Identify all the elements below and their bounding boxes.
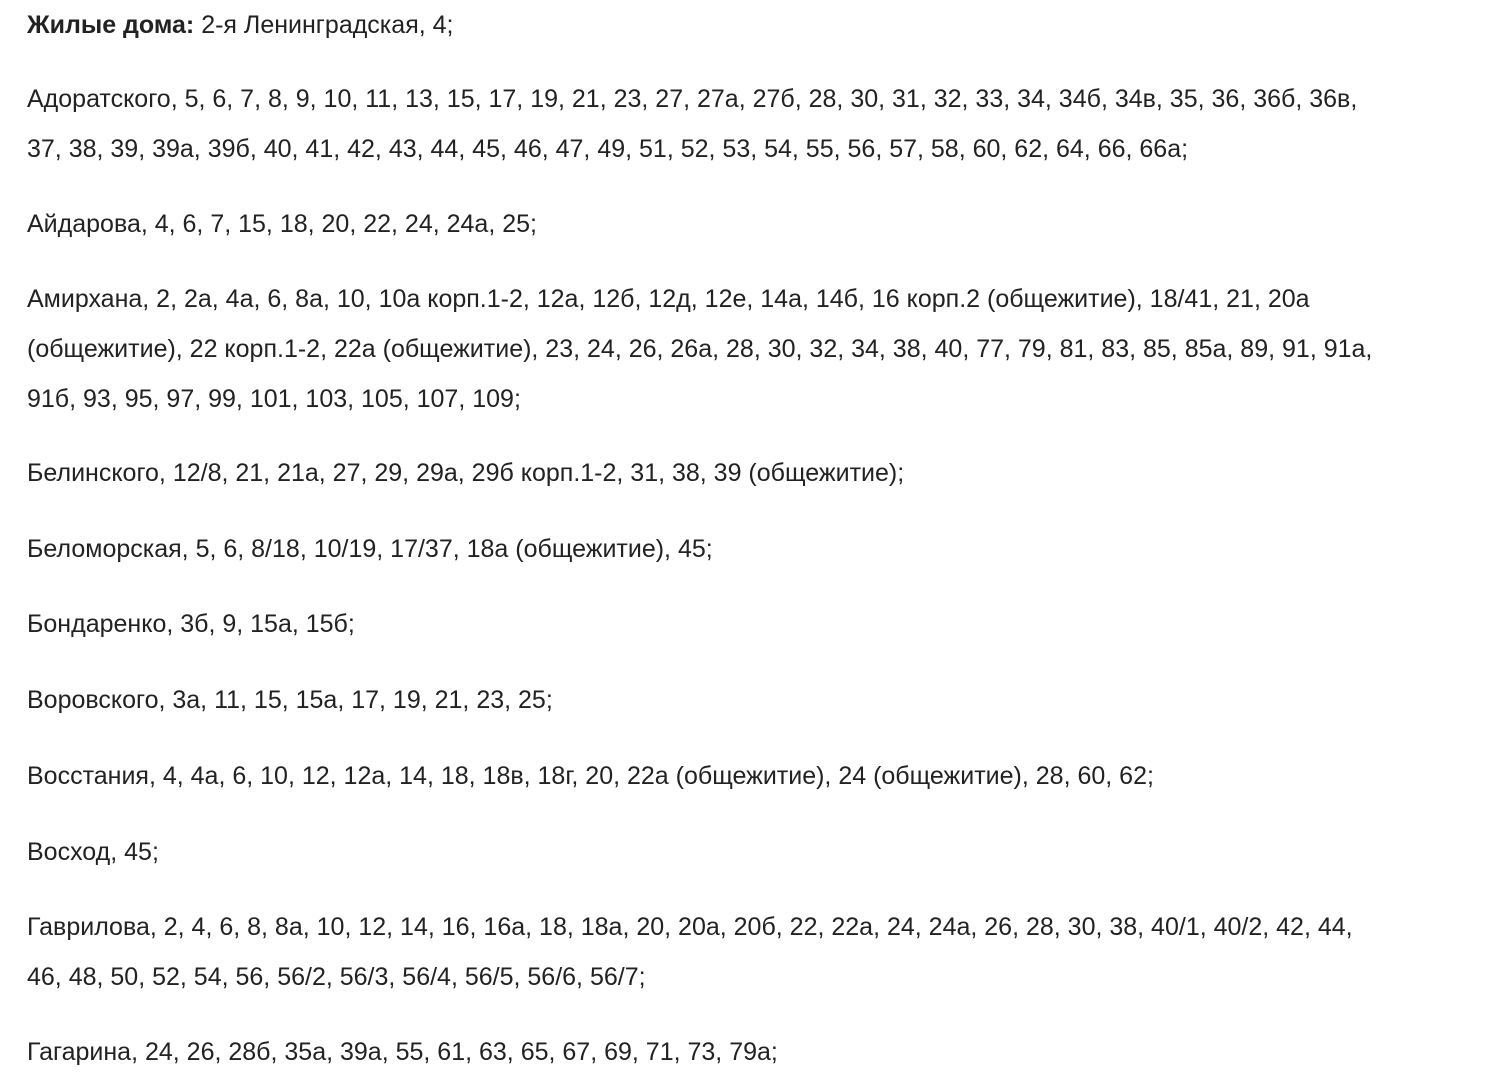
intro-paragraph [27,0,1377,50]
address-paragraph-gavrilova: Гаврилова, 2, 4, 6, 8, 8а, 10, 12, 14, 16, 16а, 18, 18а, 20, 20а, 20б, 22, 22а, 24, 24а, 26, 28, 30, 38, 40/1, 40/2, 42, 44, 46, 48, 50, 52, 54, 56, 56/2, 56/3, 56/4, 56/5, 56/6, 56/7; [27,913,1353,991]
address-paragraph-aidarova: Айдарова, 4, 6, 7, 15, 18, 20, 22, 24, 24а, 25; [27,210,537,238]
address-paragraph-belomorskaya: Беломорская, 5, 6, 8/18, 10/19, 17/37, 18а (общежитие), 45; [27,535,713,563]
address-paragraph-belinskogo: Белинского, 12/8, 21, 21а, 27, 29, 29а, 29б корп.1-2, 31, 38, 39 (общежитие); [27,459,905,487]
address-paragraph-vorovskogo: Воровского, 3а, 11, 15, 15а, 17, 19, 21, 23, 25; [27,686,553,714]
intro-label: Жилые дома: [27,11,195,39]
address-paragraph-vosstaniya: Восстания, 4, 4а, 6, 10, 12, 12а, 14, 18, 18в, 18г, 20, 22а (общежитие), 24 (общежитие), 28, 60, 62; [27,762,1154,790]
intro-text: 2-я Ленинградская, 4; [194,11,454,39]
address-paragraph-bondarenko: Бондаренко, 3б, 9, 15а, 15б; [27,610,355,638]
address-paragraph-amirkhana: Амирхана, 2, 2а, 4а, 6, 8а, 10, 10а корп.1-2, 12а, 12б, 12д, 12е, 14а, 14б, 16 корп.2 (общежитие), 18/41, 21, 20а (общежитие), 22 корп.1-2, 22а (общежитие), 23, 24, 26, 26а, 28, 30, 32, 34, 38, 40, 77, 79, 81, 83, 85, 85а, 89, 91, 91а, 91б, 93, 95, 97, 99, 101, 103, 105, 107, 109; [27,285,1373,413]
address-paragraph-voskhod: Восход, 45; [27,838,159,866]
address-paragraph-adoratskogo: Адоратского, 5, 6, 7, 8, 9, 10, 11, 13, 15, 17, 19, 21, 23, 27, 27а, 27б, 28, 30, 31, 32, 33, 34, 34б, 34в, 35, 36, 36б, 36в, 37, 38, 39, 39а, 39б, 40, 41, 42, 43, 44, 45, 46, 47, 49, 51, 52, 53, 54, 55, 56, 57, 58, 60, 62, 64, 66, 66а; [27,85,1358,163]
address-paragraph-gagarina: Гагарина, 24, 26, 28б, 35а, 39а, 55, 61, 63, 65, 67, 69, 71, 73, 79а; [27,1038,778,1066]
